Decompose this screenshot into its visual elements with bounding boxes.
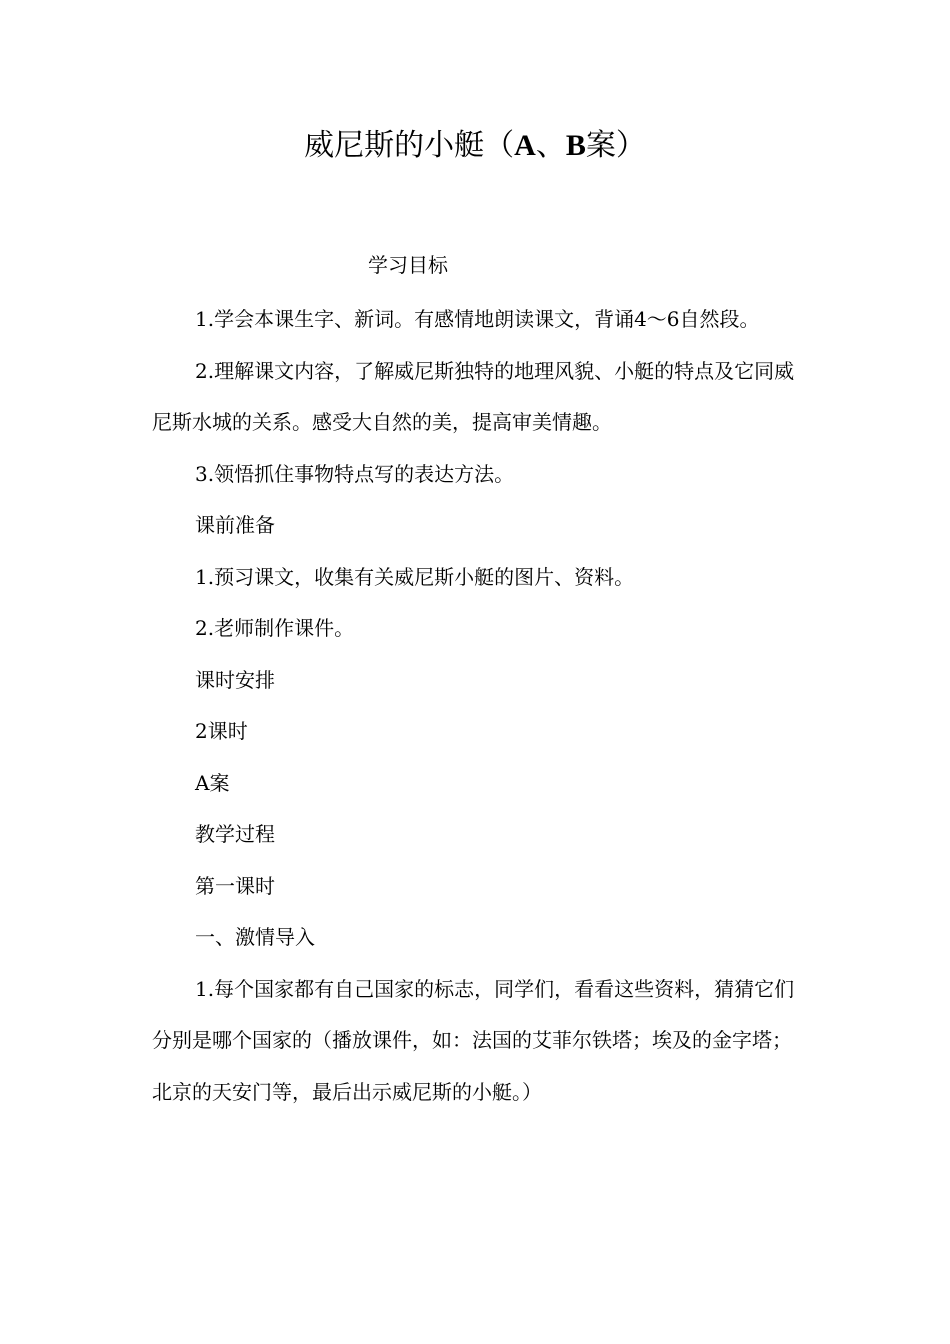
- section-heading-learning-goals: 学习目标: [368, 253, 448, 277]
- heading-schedule: 课时安排: [195, 667, 275, 692]
- heading-introduction: 一、激情导入: [195, 925, 315, 949]
- title-letter-b: B: [565, 129, 586, 162]
- paragraph-schedule: 2课时: [195, 719, 248, 743]
- paragraph-goal-3: 3.领悟抓住事物特点写的表达方法。: [195, 461, 515, 486]
- document-title: [0, 120, 950, 172]
- paragraph-intro-1: 1.每个国家都有自己国家的标志，同学们，看看这些资料，猜猜它们分别是哪个国家的（播放课件，如：法国的艾菲尔铁塔；埃及的金字塔；北京的天安门等，最后出示威尼斯的小艇。）: [152, 976, 795, 1104]
- heading-plan-a: A案: [195, 770, 230, 795]
- title-text-end: 案）: [585, 128, 646, 163]
- document-body: [152, 294, 802, 1118]
- title-separator: 、: [535, 128, 566, 163]
- heading-preparation: 课前准备: [195, 513, 275, 537]
- paragraph-goal-1: 1.学会本课生字、新词。有感情地朗读课文，背诵4～6自然段。: [195, 307, 760, 331]
- paragraph-prep-2: 2.老师制作课件。: [195, 616, 355, 640]
- heading-first-lesson: 第一课时: [195, 873, 275, 898]
- heading-teaching-process: 教学过程: [195, 822, 275, 846]
- title-text-part: 威尼斯的小艇（: [304, 128, 515, 163]
- title-letter-a: A: [514, 129, 536, 162]
- paragraph-prep-1: 1.预习课文，收集有关威尼斯小艇的图片、资料。: [195, 564, 635, 589]
- paragraph-goal-2: 2.理解课文内容，了解威尼斯独特的地理风貌、小艇的特点及它同威尼斯水城的关系。感受大自然的美，提高审美情趣。: [152, 358, 795, 434]
